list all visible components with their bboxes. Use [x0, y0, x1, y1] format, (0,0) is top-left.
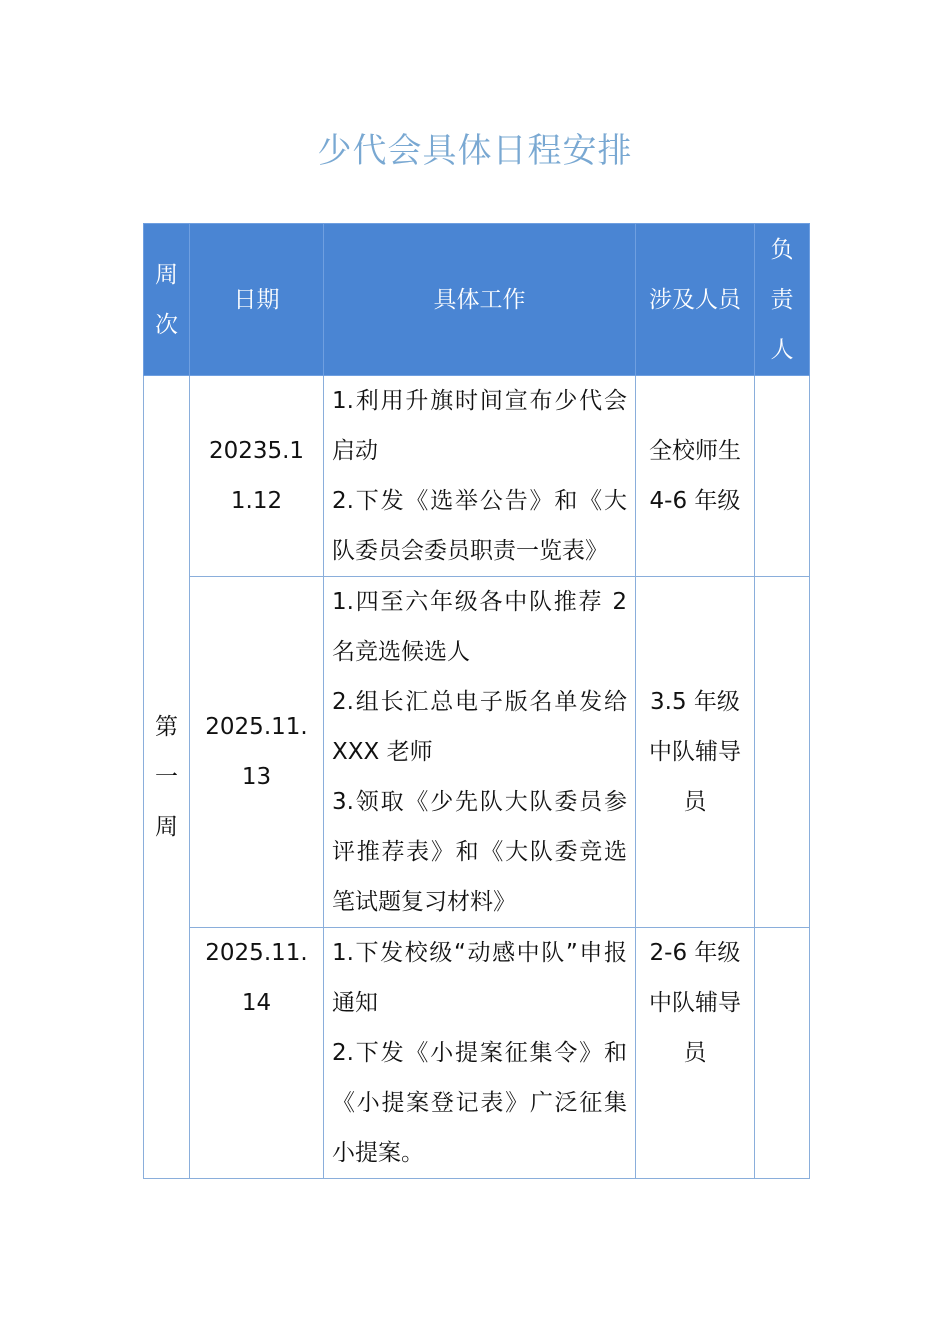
- table-row: [144, 376, 810, 577]
- table-row: [144, 928, 810, 1179]
- work-cell: [324, 376, 636, 577]
- header-date: 日期: [190, 224, 324, 376]
- work-item: 2.下发《选举公告》和《大队委员会委员职责一览表》: [332, 488, 627, 564]
- work-cell: [324, 577, 636, 928]
- header-owner: 负责人: [755, 224, 810, 376]
- table-header-row: [144, 224, 810, 376]
- work-item: 2.下发《小提案征集令》和《小提案登记表》广泛征集小提案。: [332, 1040, 627, 1166]
- work-item: 2.组长汇总电子版名单发给 XXX 老师: [332, 689, 627, 765]
- owner-cell: [755, 928, 810, 1179]
- header-work: 具体工作: [324, 224, 636, 376]
- date-cell: 2025.11.14: [190, 928, 324, 1179]
- header-week: 周次: [144, 224, 190, 376]
- work-cell: [324, 928, 636, 1179]
- people-cell: 3.5 年级 中队辅导员: [636, 577, 755, 928]
- table-row: [144, 577, 810, 928]
- work-item: 1.下发校级“动感中队”申报通知: [332, 940, 627, 1016]
- work-item: 3.领取《少先队大队委员参评推荐表》和《大队委竞选笔试题复习材料》: [332, 789, 627, 915]
- week-cell: 第一周: [144, 376, 190, 1179]
- work-item: 1.四至六年级各中队推荐 2 名竞选候选人: [332, 589, 627, 665]
- people-cell: 全校师生 4-6 年级: [636, 376, 755, 577]
- date-cell: 2025.11.13: [190, 577, 324, 928]
- header-people: 涉及人员: [636, 224, 755, 376]
- schedule-table: [143, 223, 810, 1179]
- page-title: 少代会具体日程安排: [317, 131, 633, 171]
- work-item: 1.利用升旗时间宣布少代会启动: [332, 388, 627, 464]
- people-cell: 2-6 年级 中队辅导员: [636, 928, 755, 1179]
- owner-cell: [755, 577, 810, 928]
- date-cell: 20235.11.12: [190, 376, 324, 577]
- owner-cell: [755, 376, 810, 577]
